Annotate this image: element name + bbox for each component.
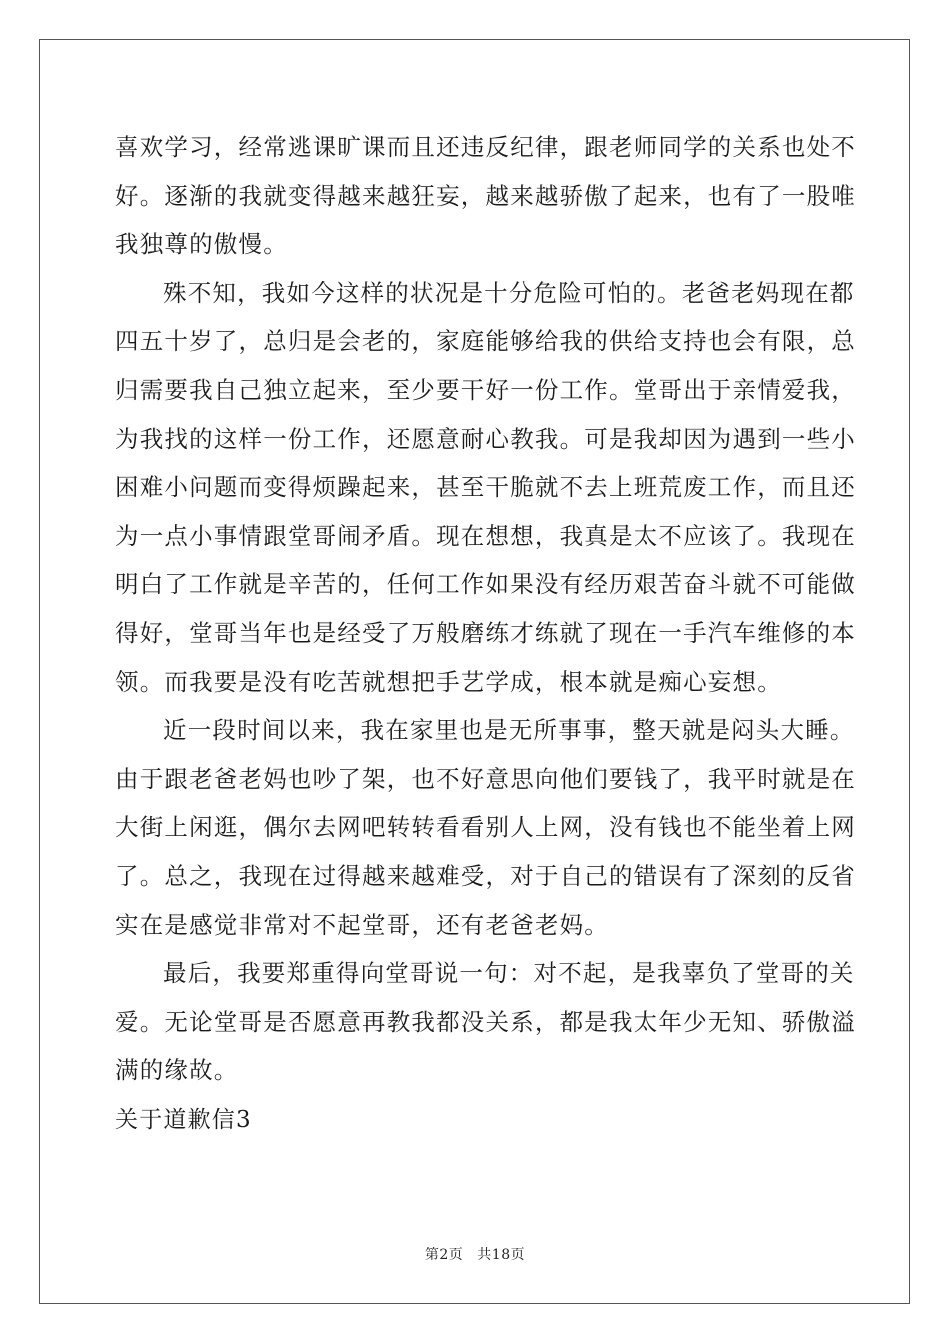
text-line: 得好，堂哥当年也是经受了万般磨练才练就了现在一手汽车维修的本 bbox=[115, 618, 856, 647]
text-line: 满的缘故。 bbox=[115, 1056, 239, 1085]
paragraph-4 bbox=[115, 949, 856, 1095]
text-line: 困难小问题而变得烦躁起来，甚至干脆就不去上班荒废工作，而且还 bbox=[115, 473, 856, 502]
paragraph-2 bbox=[115, 269, 856, 706]
paragraph-1 bbox=[115, 123, 856, 269]
document-body bbox=[115, 123, 856, 1145]
text-line: 爱。无论堂哥是否愿意再教我都没关系，都是我太年少无知、骄傲溢 bbox=[115, 1007, 856, 1036]
page-footer bbox=[0, 1244, 950, 1264]
text-line: 了。总之，我现在过得越来越难受，对于自己的错误有了深刻的反省 bbox=[115, 861, 856, 890]
text-line: 实在是感觉非常对不起堂哥，还有老爸老妈。 bbox=[115, 910, 609, 939]
text-line: 喜欢学习，经常逃课旷课而且还违反纪律，跟老师同学的关系也处不 bbox=[115, 133, 856, 161]
text-line: 明白了工作就是辛苦的，任何工作如果没有经历艰苦奋斗就不可能做 bbox=[115, 570, 856, 599]
text-line: 好。逐渐的我就变得越来越狂妄，越来越骄傲了起来，也有了一股唯 bbox=[115, 181, 856, 210]
text-line: 领。而我要是没有吃苦就想把手艺学成，根本就是痴心妄想。 bbox=[115, 667, 782, 696]
section-heading: 关于道歉信3 bbox=[115, 1106, 252, 1133]
text-line: 为我找的这样一份工作，还愿意耐心教我。可是我却因为遇到一些小 bbox=[115, 424, 856, 453]
paragraph-3 bbox=[115, 706, 856, 949]
text-line: 四五十岁了，总归是会老的，家庭能够给我的供给支持也会有限，总 bbox=[115, 327, 856, 356]
page-number: 第2页 bbox=[424, 1247, 464, 1263]
text-line: 殊不知，我如今这样的状况是十分危险可怕的。老爸老妈现在都 bbox=[163, 278, 855, 307]
text-line: 近一段时间以来，我在家里也是无所事事，整天就是闷头大睡。 bbox=[163, 716, 855, 745]
text-line: 由于跟老爸老妈也吵了架，也不好意思向他们要钱了，我平时就是在 bbox=[115, 764, 856, 793]
text-line: 大街上闲逛，偶尔去网吧转转看看别人上网，没有钱也不能坐着上网 bbox=[115, 813, 856, 842]
text-line: 最后，我要郑重得向堂哥说一句：对不起，是我辜负了堂哥的关 bbox=[163, 959, 855, 988]
page-total: 共18页 bbox=[477, 1247, 526, 1263]
text-line: 我独尊的傲慢。 bbox=[115, 230, 288, 259]
text-line: 归需要我自己独立起来，至少要干好一份工作。堂哥出于亲情爱我， bbox=[115, 375, 856, 404]
text-line: 为一点小事情跟堂哥闹矛盾。现在想想，我真是太不应该了。我现在 bbox=[115, 521, 856, 550]
